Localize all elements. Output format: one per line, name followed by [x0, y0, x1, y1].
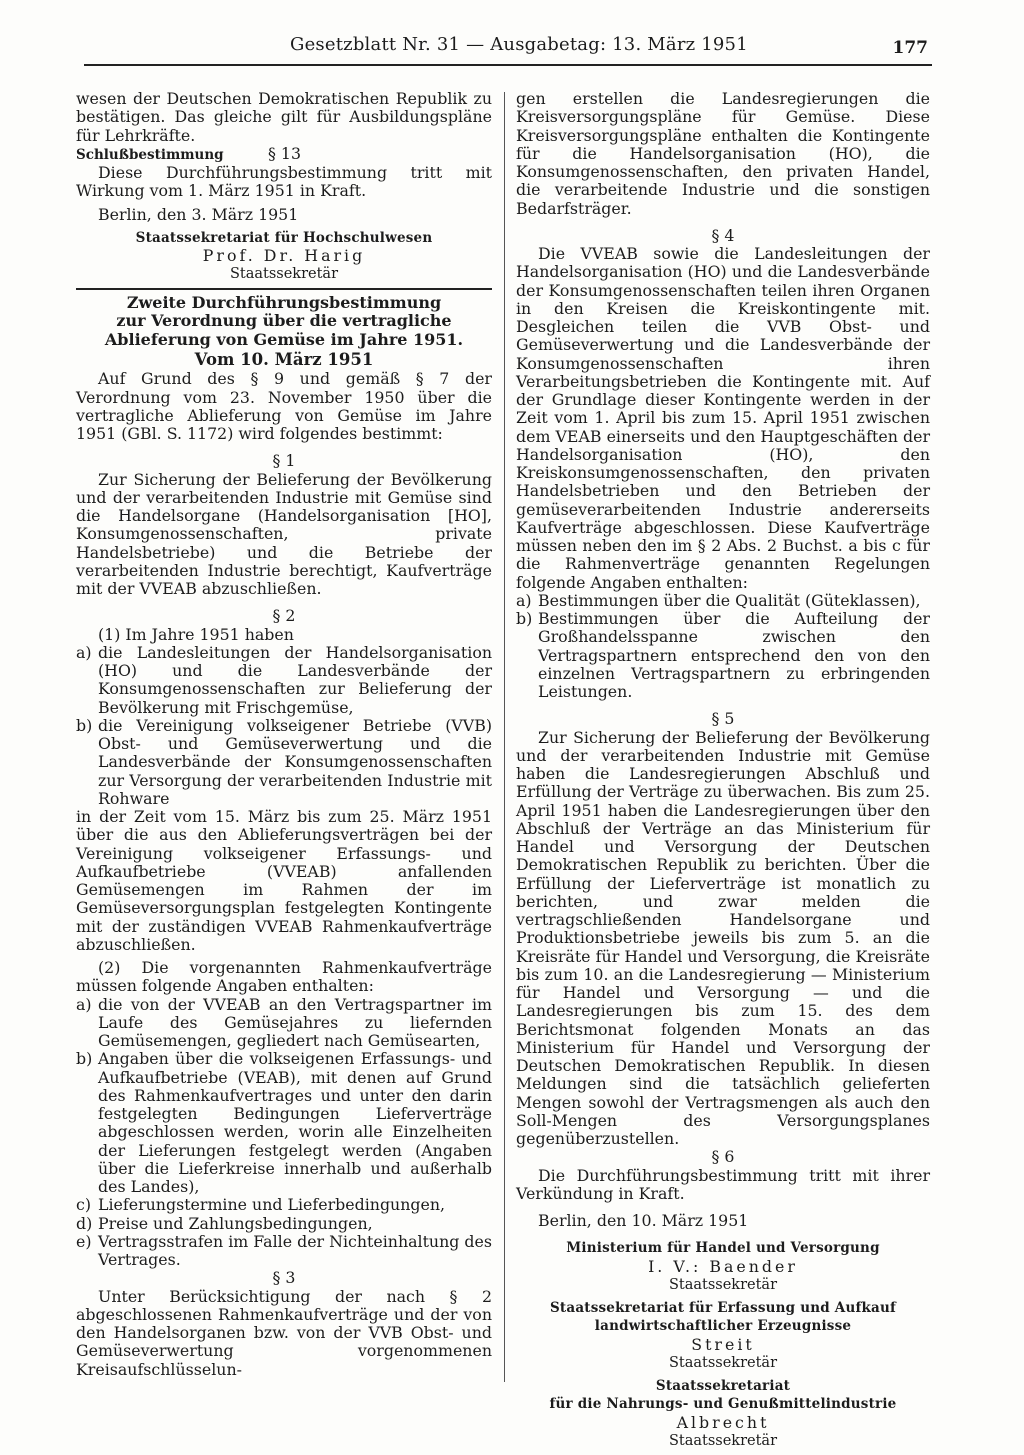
- preamble: Auf Grund des § 9 und gemäß § 7 der Verordnung vom 23. November 1950 über die vertragliche Ablieferung von Gemüse im Jahre 1951 (GBl. S. 1172) wird folgendes bestimmt:: [76, 369, 492, 443]
- header-title: Gesetzblatt Nr. 31 — Ausgabetag: 13. März 1951: [290, 34, 748, 55]
- signature-org-erfassung-line-1: Staatssekretariat für Erfassung und Aufkauf: [549, 1300, 897, 1316]
- schluss-heading: [76, 145, 492, 164]
- column-divider: [504, 92, 505, 1382]
- place-date-1: Berlin, den 3. März 1951: [98, 204, 299, 224]
- page-number: 177: [892, 38, 928, 58]
- list-item: a) die von der VVEAB an den Vertragspartner im Laufe des Gemüsejahres zu liefernden Gemüsemengen, gegliedert nach Gemüsearten,: [76, 994, 492, 1050]
- section-1-text: Zur Sicherung der Belieferung der Bevölkerung und der verarbeitenden Industrie mit Gemüse sind die Handelsorgane (Handelsorganisation [HO], Konsumgenossenschaften, private Handelsbetriebe) und die Betriebe der verarbeitenden Industrie berechtigt, Kaufverträge mit der VVEAB abzuschließen.: [76, 469, 492, 598]
- section-6-heading: § 6: [711, 1147, 735, 1167]
- section-2-para-2: (2) Die vorgenannten Rahmenkaufverträge müssen folgende Angaben enthalten:: [76, 958, 492, 996]
- section-3-heading: § 3: [272, 1268, 296, 1288]
- doc-title-line-2: zur Verordnung über die vertragliche: [116, 311, 452, 330]
- signature-title-4: Staatssekretär: [668, 1432, 778, 1449]
- signature-org-handel: Ministerium für Handel und Versorgung: [566, 1240, 880, 1257]
- signature-name-baender: I. V.: Baender: [648, 1256, 798, 1276]
- doc-title-line-1: Zweite Durchführungsbestimmung: [126, 292, 442, 312]
- doc-date: Vom 10. März 1951: [194, 350, 374, 369]
- list-item: a) Bestimmungen über die Qualität (Güteklassen),: [516, 590, 921, 610]
- signature-title-1: Staatssekretär: [229, 266, 339, 283]
- section-2-continuation: in der Zeit vom 15. März bis zum 25. März 1951 über die aus den Ablieferungsverträgen bei der Vereinigung volkseigener Erfassungs- und Aufkaufbetriebe (VVEAB) anfallenden Gemüsemengen im Rahmen der im Gemüseversorgungsplan festgelegten Kontingente mit der zuständigen VVEAB Rahmenkaufverträge abzuschließen.: [76, 807, 492, 954]
- signature-name-albrecht: Albrecht: [676, 1412, 770, 1432]
- list-item: b) die Vereinigung volkseigener Betriebe (VVB) Obst- und Gemüseverwertung und die Landesverbände der Konsumgenossenschaften zur Versorgung der verarbeitenden Industrie mit Rohware: [76, 715, 492, 808]
- signature-title-2: Staatssekretär: [668, 1276, 778, 1293]
- left-column: [76, 90, 492, 1379]
- section-5-text: Zur Sicherung der Belieferung der Bevölkerung und der verarbeitenden Industrie mit Gemüse haben die Landesregierungen Abschluß und Erfüllung der Verträge zu überwachen. Bis zum 25. April 1951 haben die Landesregierungen über den Abschluß der Verträge an das Ministerium für Handel und Versorgung der Deutschen Demokratischen Republik zu berichten. Über die Erfüllung der Lieferverträge ist monatlich zu berichten, und zwar melden die vertragschließenden Handelsorgane und Produktionsbetriebe jeweils bis zum 5. an die Kreisräte für Handel und Versorgung, die Kreisräte bis zum 10. an die Landesregierung — Ministerium für Handel und Versorgung — und die Landesregierungen bis zum 15. des dem Berichtsmonat folgenden Monats an das Ministerium für Handel und Versorgung der Deutschen Demokratischen Republik. In diesen Meldungen sind die tatsächlich gelieferten Mengen sowohl der Vertragsmengen als auch den Soll-Mengen des Versorgungsplanes gegenüberzustellen.: [516, 727, 930, 1148]
- intro-paragraph: wesen der Deutschen Demokratischen Republik zu bestätigen. Das gleiche gilt für Ausbildungspläne für Lehrkräfte.: [76, 89, 492, 145]
- section-5-heading: § 5: [711, 709, 735, 729]
- section-rule: [76, 288, 492, 290]
- signature-name-streit: Streit: [691, 1334, 755, 1354]
- section-3-text: Unter Berücksichtigung der nach § 2 abgeschlossenen Rahmenkaufverträge und der von den Handelsorganen bzw. von der VVB Obst- und Gemüseverwertung vorgenommenen Kreisaufschlüsselun-: [76, 1286, 492, 1379]
- signature-org-nahrung-line-1: Staatssekretariat: [655, 1378, 791, 1394]
- doc-title-line-3: Ablieferung von Gemüse im Jahre 1951.: [104, 329, 464, 349]
- section-2-para-1: (1) Im Jahre 1951 haben: [98, 624, 294, 644]
- section-4-text: Die VVEAB sowie die Landesleitungen der Handelsorganisation (HO) und die Landesverbände der Konsumgenossenschaften teilen ihren Organen in den Kreisen die Kreiskontingente mit. Desgleichen teilen die VVB Obst- und Gemüseverwertung und die Landesverbände der Konsumgenossenschaften ihren Verarbeitungsbetrieben die Kontingente mit. Auf der Grundlage dieser Kontingente werden in der Zeit vom 1. April bis zum 15. April 1951 zwischen dem VEAB einerseits und den Hauptgeschäften der Handelsorganisation (HO), den Kreiskonsumgenossenschaften, den privaten Handelsbetrieben und den Betrieben der gemüseverarbeitenden Industrie andererseits Kaufverträge abgeschlossen. Diese Kaufverträge müssen neben den im § 2 Abs. 2 Buchst. a bis c für die Rahmenverträge genannten Regelungen folgende Angaben enthalten:: [516, 244, 930, 592]
- list-item: e) Vertragsstrafen im Falle der Nichteinhaltung des Vertrages.: [76, 1231, 492, 1269]
- signature-org-hochschulwesen: Staatssekretariat für Hochschulwesen: [135, 229, 433, 246]
- signature-name-harig: Prof. Dr. Harig: [202, 246, 366, 265]
- list-item: d) Preise und Zahlungsbedingungen,: [76, 1213, 373, 1233]
- list-item: c) Lieferungstermine und Lieferbedingungen,: [76, 1195, 446, 1215]
- section-13-heading: § 13: [268, 143, 302, 163]
- section-2-heading: § 2: [272, 606, 296, 626]
- place-date-2: Berlin, den 10. März 1951: [538, 1211, 749, 1230]
- signature-org-nahrung-line-2: für die Nahrungs- und Genußmittelindustrie: [549, 1396, 897, 1413]
- list-item: b) Bestimmungen über die Aufteilung der Großhandelsspanne zwischen den Vertragspartnern entsprechend den von den einzelnen Vertragspartnern zu erbringenden Leistungen.: [516, 609, 930, 701]
- right-column: [516, 90, 930, 1450]
- page-header: [84, 30, 932, 66]
- section-4-heading: § 4: [711, 225, 735, 245]
- signature-title-3: Staatssekretär: [668, 1354, 778, 1371]
- section-1-heading: § 1: [272, 451, 296, 471]
- doc-title: [76, 294, 492, 350]
- schluss-label: Schlußbestimmung: [76, 146, 224, 163]
- section-6-text: Die Durchführungsbestimmung tritt mit ihrer Verkündung in Kraft.: [516, 1165, 930, 1203]
- schluss-text: Diese Durchführungsbestimmung tritt mit Wirkung vom 1. März 1951 in Kraft.: [76, 163, 492, 201]
- section-3-continuation: gen erstellen die Landesregierungen die Kreisversorgungspläne für Gemüse. Diese Kreisversorgungspläne enthalten die Kontingente für die Handelsorganisation (HO), die Konsumgenossenschaften, den privaten Handel, die verarbeitende Industrie und die sonstigen Bedarfsträger.: [516, 89, 930, 218]
- list-item: b) Angaben über die volkseigenen Erfassungs- und Aufkaufbetriebe (VEAB), mit denen auf Grund des Rahmenkaufvertrages und unter den darin festgelegten Bedingungen Lieferverträge abgeschlossen werden, worin alle Einzelheiten der Lieferungen festgelegt werden (Angaben über die Lieferkreise innerhalb und außerhalb des Landes),: [76, 1049, 492, 1196]
- signature-org-erfassung-line-2: landwirtschaftlicher Erzeugnisse: [594, 1318, 852, 1335]
- list-item: a) die Landesleitungen der Handelsorganisation (HO) und die Landesverbände der Konsumgenossenschaften zur Belieferung der Bevölkerung mit Frischgemüse,: [76, 642, 492, 717]
